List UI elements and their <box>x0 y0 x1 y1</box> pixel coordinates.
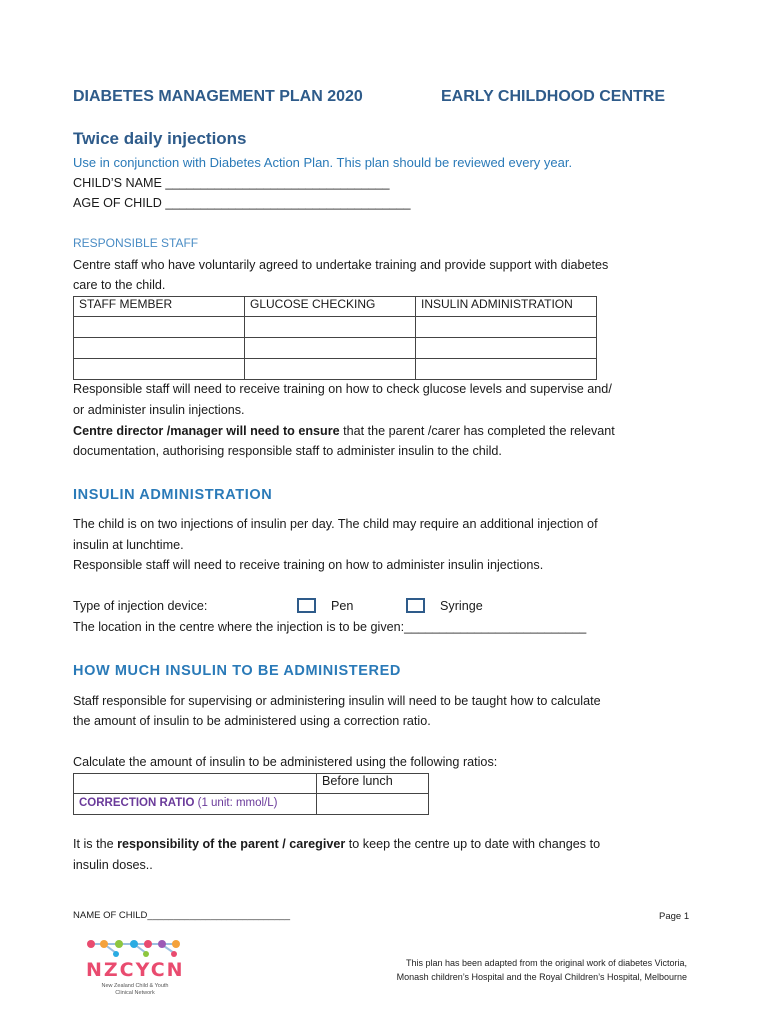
how-much-line2: the amount of insulin to be administered using a correction ratio. <box>73 714 431 728</box>
how-much-line3: Calculate the amount of insulin to be administered using the following ratios: <box>73 755 498 769</box>
logo-text: NZCYCN <box>86 959 185 981</box>
col-staff-member: STAFF MEMBER <box>74 297 245 317</box>
insulin-line2: insulin at lunchtime. <box>73 538 184 552</box>
logo-subtitle <box>100 983 170 997</box>
table-cell[interactable] <box>74 338 245 359</box>
director-rest: that the parent /carer has completed the relevant <box>339 424 615 438</box>
director-line2: documentation, authorising responsible staff to administer insulin to the child. <box>73 444 502 458</box>
training-line2: or administer insulin injections. <box>73 403 245 417</box>
correction-ratio-unit: (1 unit: mmol/L) <box>194 797 278 809</box>
logo-sub2: Clinical Network <box>115 990 155 996</box>
how-much-line1: Staff responsible for supervising or administering insulin will need to be taught how to calculate <box>73 694 601 708</box>
device-label: Type of injection device: <box>73 599 208 613</box>
table-row <box>74 317 597 338</box>
child-name-field[interactable]: CHILD’S NAME ________________________________ <box>73 176 390 190</box>
col-insulin-admin: INSULIN ADMINISTRATION <box>416 297 597 317</box>
col-before-lunch: Before lunch <box>317 774 429 794</box>
table-row <box>74 774 429 794</box>
syringe-label: Syringe <box>440 599 483 613</box>
table-header-row <box>74 297 597 317</box>
table-cell[interactable] <box>416 338 597 359</box>
table-row <box>74 338 597 359</box>
table-row <box>74 359 597 380</box>
pen-checkbox[interactable] <box>297 598 316 613</box>
correction-ratio-label <box>74 794 317 815</box>
logo-sub1: New Zealand Child & Youth <box>101 983 169 989</box>
page-subtitle: Twice daily injections <box>73 129 247 148</box>
staff-text-line1: Centre staff who have voluntarily agreed to undertake training and provide support with diabetes <box>73 258 609 272</box>
director-bold: Centre director /manager will need to ensure <box>73 424 340 438</box>
resp-post: to keep the centre up to date with changes to <box>345 837 601 851</box>
how-much-heading: HOW MUCH INSULIN TO BE ADMINISTERED <box>73 663 401 679</box>
logo-wordmark <box>86 959 185 981</box>
table-row <box>74 794 429 815</box>
responsibility-line1 <box>73 834 600 855</box>
table-cell[interactable] <box>245 338 416 359</box>
credit-line1: This plan has been adapted from the original work of diabetes Victoria, <box>406 958 687 968</box>
insulin-line3: Responsible staff will need to receive training on how to administer insulin injections. <box>73 558 544 572</box>
credit-line2: Monash children’s Hospital and the Royal Children’s Hospital, Melbourne <box>396 972 687 982</box>
injection-location-field[interactable]: The location in the centre where the injection is to be given:__________________________ <box>73 620 587 634</box>
resp-bold: responsibility of the parent / caregiver <box>117 837 346 851</box>
logo-dots-icon <box>86 937 181 959</box>
staff-text-line2: care to the child. <box>73 278 166 292</box>
centre-type-title: EARLY CHILDHOOD CENTRE <box>441 88 666 105</box>
table-cell[interactable] <box>416 317 597 338</box>
responsible-staff-heading: RESPONSIBLE STAFF <box>73 236 199 250</box>
insulin-admin-heading: INSULIN ADMINISTRATION <box>73 487 273 503</box>
training-line1: Responsible staff will need to receive training on how to check glucose levels and supervise and/ <box>73 382 612 396</box>
page-number: Page 1 <box>659 911 690 922</box>
col-glucose-checking: GLUCOSE CHECKING <box>245 297 416 317</box>
director-line1 <box>73 421 615 442</box>
correction-ratio-table <box>73 773 429 815</box>
table-cell[interactable] <box>74 359 245 380</box>
age-field[interactable]: AGE OF CHILD ___________________________________ <box>73 196 411 210</box>
intro-note: Use in conjunction with Diabetes Action Plan. This plan should be reviewed every year. <box>73 155 573 170</box>
table-cell[interactable] <box>416 359 597 380</box>
nzcycn-logo <box>86 937 185 1007</box>
table-cell[interactable] <box>74 317 245 338</box>
plan-title: DIABETES MANAGEMENT PLAN 2020 <box>73 88 363 105</box>
resp-pre: It is the <box>73 837 118 851</box>
credit-note <box>397 956 687 984</box>
table-cell[interactable] <box>245 317 416 338</box>
table-cell[interactable] <box>245 359 416 380</box>
footer-child-name-field[interactable]: NAME OF CHILD___________________________ <box>73 910 291 921</box>
table-cell <box>74 774 317 794</box>
correction-ratio-value-cell[interactable] <box>317 794 429 815</box>
insulin-line1: The child is on two injections of insulin per day. The child may require an additional injection of <box>73 517 598 531</box>
pen-label: Pen <box>331 599 354 613</box>
syringe-checkbox[interactable] <box>406 598 425 613</box>
responsibility-line2: insulin doses.. <box>73 858 153 872</box>
staff-table <box>73 296 597 380</box>
correction-ratio-bold: CORRECTION RATIO <box>79 797 195 809</box>
